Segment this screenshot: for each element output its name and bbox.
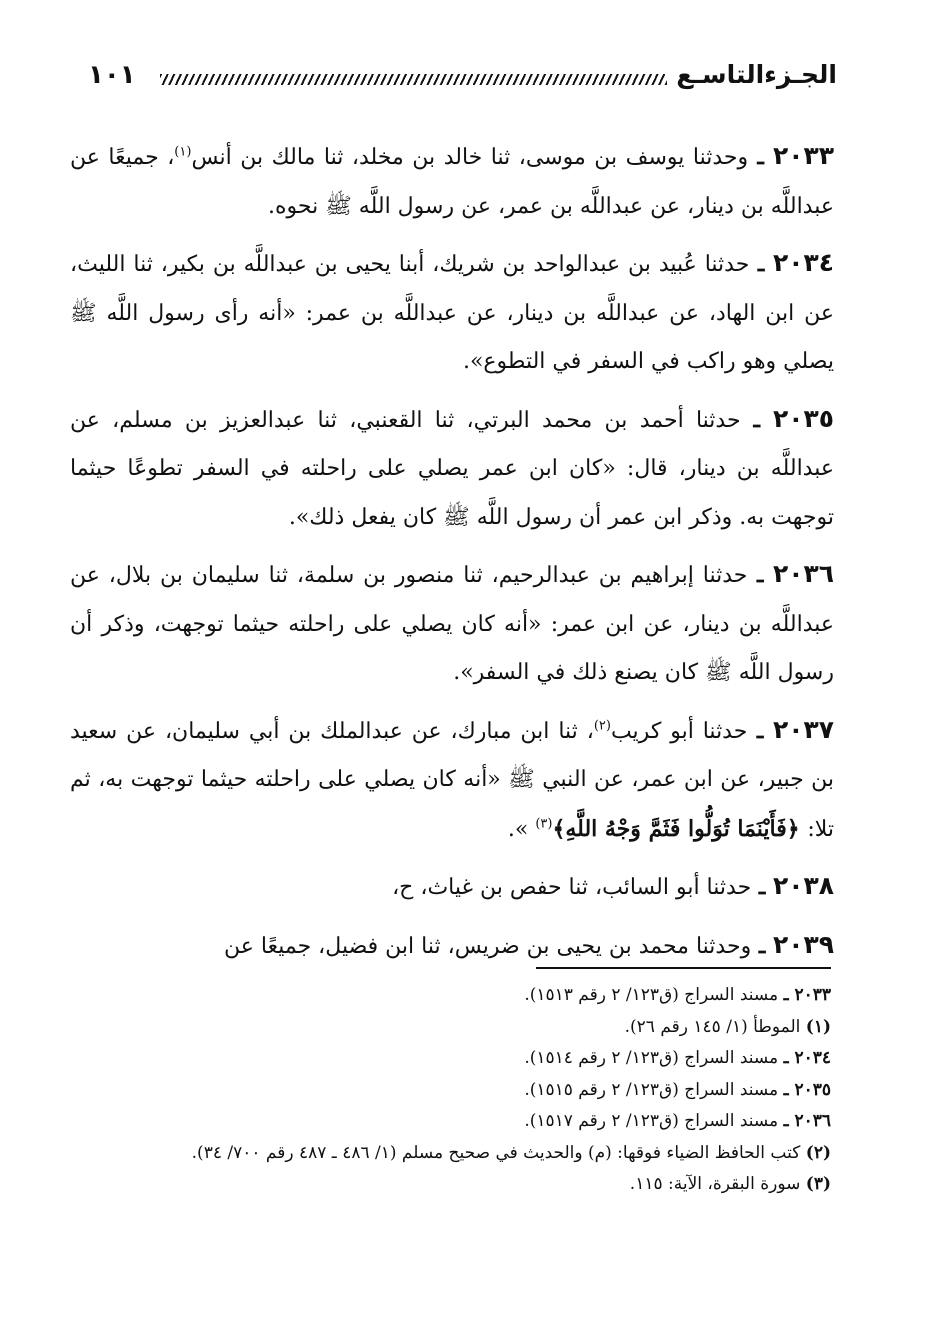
hadith-2037: ٢٠٣٧ ـ حدثنا أبو كريب$^{(٢)}$، ثنا ابن مبارك، عن عبدالملك بن أبي سليمان، عن سعيد بن جبير، عن ابن عمر، عن النبي ﷺ «أنه كان يصلي على راحلته حيثما توجهت به، ثم تلا: ﴿فَأَيْنَمَا تُوَلُّوا فَثَمَّ وَجْهُ اللَّهِ﴾$^{(٣)}$ ». [70,714,834,842]
footnote-marker: (١) [174,144,192,160]
hadith-text-cont: ، ثنا ابن مبارك، عن عبدالملك بن أبي سليمان، عن سعيد بن جبير، عن ابن عمر، عن النبي ﷺ «أنه كان يصلي على راحلته حيثما توجهت به، ثم تلا: [70,718,834,842]
main-text [70,132,834,979]
hadith-text-cont: ، جميعًا عن عبداللَّه بن دينار، عن عبداللَّه بن عمر، عن رسول اللَّه ﷺ نحوه. [70,145,834,219]
header-ornament-rule [160,74,667,85]
hadith-2035: ٢٠٣٥ ـ حدثنا أحمد بن محمد البرتي، ثنا القعنبي، ثنا عبدالعزيز بن مسلم، عن عبداللَّه بن دينار، قال: «كان ابن عمر يصلي على راحلته في السفر تطوعًا حيثما توجهت به. وذكر ابن عمر أن رسول اللَّه ﷺ كان يفعل ذلك». [70,403,834,530]
hadith-text: حدثنا أبو السائب، ثنا حفص بن غياث، ح، [392,875,752,900]
footnote-marker: (٢) [593,718,611,734]
hadith-2036: ٢٠٣٦ ـ حدثنا إبراهيم بن عبدالرحيم، ثنا منصور بن سلمة، ثنا سليمان بن بلال، عن عبداللَّه بن دينار، عن ابن عمر: «أنه كان يصلي على راحلته حيثما توجهت، وذكر أن رسول اللَّه ﷺ كان يصنع ذلك في السفر». [70,559,835,685]
hadith-number: ٢٠٣٩ [772,929,834,959]
hadith-text: وحدثنا يوسف بن موسى، ثنا خالد بن مخلد، ثنا مالك بن أنس [191,145,749,170]
footnote: ٢٠٣٣ ـ مسند السراج (ق١٢٣/ ٢ رقم ١٥١٣). [524,985,831,1005]
footnote: ٢٠٣٤ ـ مسند السراج (ق١٢٣/ ٢ رقم ١٥١٤). [524,1048,831,1068]
hadith-text: حدثنا أحمد بن محمد البرتي، ثنا القعنبي، ثنا عبدالعزيز بن مسلم، عن عبداللَّه بن دينار، قال: «كان ابن عمر يصلي على راحلته في السفر تطوعًا حيثما توجهت به. وذكر ابن عمر أن رسول اللَّه ﷺ كان يفعل ذلك». [70,407,834,530]
page-header [88,60,837,100]
hadith-number: ٢٠٣٦ [772,559,835,588]
hadith-text: وحدثنا محمد بن يحيى بن ضريس، ثنا ابن فضيل، جميعًا عن [224,933,752,959]
hadith-text: حدثنا أبو كريب [610,718,748,744]
footnotes [72,980,831,1201]
hadith-2038: ٢٠٣٨ ـ حدثنا أبو السائب، ثنا حفص بن غياث، ح، [392,871,834,900]
running-title: الجـزءالتاسـع [676,60,837,89]
footnote: ٢٠٣٥ ـ مسند السراج (ق١٢٣/ ٢ رقم ١٥١٥). [524,1079,831,1100]
hadith-number: ٢٠٣٥ [772,403,834,433]
footnote: (٣) سورة البقرة، الآية: ١١٥. [629,1174,831,1194]
hadith-text: حدثنا عُبيد بن عبدالواحد بن شريك، أبنا يحيى بن عبداللَّه بن بكير، ثنا الليث، عن ابن الهاد، عن عبداللَّه بن دينار، عن عبداللَّه بن عمر: «أنه رأى رسول اللَّه ﷺ يصلي وهو راكب في السفر في التطوع». [70,252,834,374]
hadith-text-end: ». [507,816,536,842]
page-number: ١٠١ [88,60,136,90]
hadith-2039: ٢٠٣٩ ـ وحدثنا محمد بن يحيى بن ضريس، ثنا ابن فضيل، جميعًا عن [224,929,834,959]
hadith-number: ٢٠٣٤ [772,248,835,277]
hadith-2034: ٢٠٣٤ ـ حدثنا عُبيد بن عبدالواحد بن شريك، أبنا يحيى بن عبداللَّه بن بكير، ثنا الليث، عن ابن الهاد، عن عبداللَّه بن دينار، عن عبداللَّه بن عمر: «أنه رأى رسول اللَّه ﷺ يصلي وهو راكب في السفر في التطوع». [70,248,835,374]
quran-verse: ﴿فَأَيْنَمَا تُوَلُّوا فَثَمَّ وَجْهُ اللَّهِ﴾ [552,815,808,842]
hadith-number: ٢٠٣٣ [772,141,835,170]
footnote: (٢) كتب الحافظ الضياء فوقها: (م) والحديث في صحيح مسلم (١/ ٤٨٦ ـ ٤٨٧ رقم ٧٠٠/ ٣٤). [191,1142,831,1163]
hadith-number: ٢٠٣٨ [772,871,834,900]
footnote: (١) الموطأ (١/ ١٤٥ رقم ٢٦). [624,1016,831,1037]
hadith-number: ٢٠٣٧ [772,714,834,744]
footnote: ٢٠٣٦ ـ مسند السراج (ق١٢٣/ ٢ رقم ١٥١٧). [524,1111,831,1131]
footnote-marker: (٣) [535,816,553,832]
hadith-text: حدثنا إبراهيم بن عبدالرحيم، ثنا منصور بن سلمة، ثنا سليمان بن بلال، عن عبداللَّه بن دينار، عن ابن عمر: «أنه كان يصلي على راحلته حيثما توجهت، وذكر أن رسول اللَّه ﷺ كان يصنع ذلك في السفر». [70,563,834,685]
hadith-2033: ٢٠٣٣ ـ وحدثنا يوسف بن موسى، ثنا خالد بن مخلد، ثنا مالك بن أنس$^{(١)}$، جميعًا عن عبداللَّه بن دينار، عن عبداللَّه بن عمر، عن رسول اللَّه ﷺ نحوه. [70,141,835,219]
footnote-separator [536,967,831,969]
